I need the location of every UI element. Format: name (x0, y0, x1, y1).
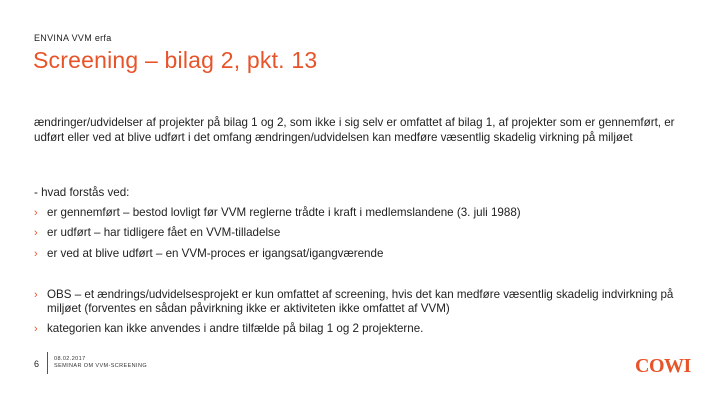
intro-paragraph: ændringer/udvidelser af projekter på bilag 1 og 2, som ikke i sig selv er omfattet af bilag 1, af projekter som er gennemført, er udført eller ved at blive udført i det omfang ændringen/udvidelsen kan medføre væsentlig skadelig virkning på miljøet (34, 116, 675, 144)
chevron-right-icon: › (34, 248, 38, 260)
bullet-item (34, 322, 694, 336)
bullet-item (34, 247, 694, 261)
bullet-text: kategorien kan ikke anvendes i andre tilfælde på bilag 1 og 2 projekterne. (47, 322, 424, 335)
question-text: - hvad forstås ved: (34, 186, 130, 199)
bullet-item (34, 288, 694, 316)
bullet-text: er udført – har tidligere fået en VVM-tilladelse (47, 226, 281, 239)
chevron-right-icon: › (34, 323, 38, 335)
chevron-right-icon: › (34, 289, 38, 301)
bullet-text: OBS – et ændrings/udvidelsesprojekt er kun omfattet af screening, hvis det kan medføre væsentlig skadelig indvirkning på miljøet (forventes en sådan påvirkning ikke er aktiviteten ikke omfattet af VVM) (47, 288, 674, 315)
chevron-right-icon: › (34, 227, 38, 239)
footer-info (54, 356, 147, 370)
bullet-item (34, 206, 694, 220)
footer-event: SEMINAR OM VVM-SCREENING (54, 363, 148, 369)
slide-title: Screening – bilag 2, pkt. 13 (33, 47, 318, 73)
cowi-logo: COWI (635, 355, 691, 377)
bullet-text: er gennemført – bestod lovligt før VVM reglerne trådte i kraft i medlemslandene (3. juli 1988) (47, 206, 521, 219)
bullet-item (34, 226, 694, 240)
page-number: 6 (34, 359, 40, 369)
slide-kicker: ENVINA VVM erfa (34, 33, 112, 43)
footer-date: 08.02.2017 (54, 356, 86, 362)
footer-divider (47, 352, 48, 374)
chevron-right-icon: › (34, 207, 38, 219)
bullet-text: er ved at blive udført – en VVM-proces er igangsat/igangværende (47, 247, 384, 260)
